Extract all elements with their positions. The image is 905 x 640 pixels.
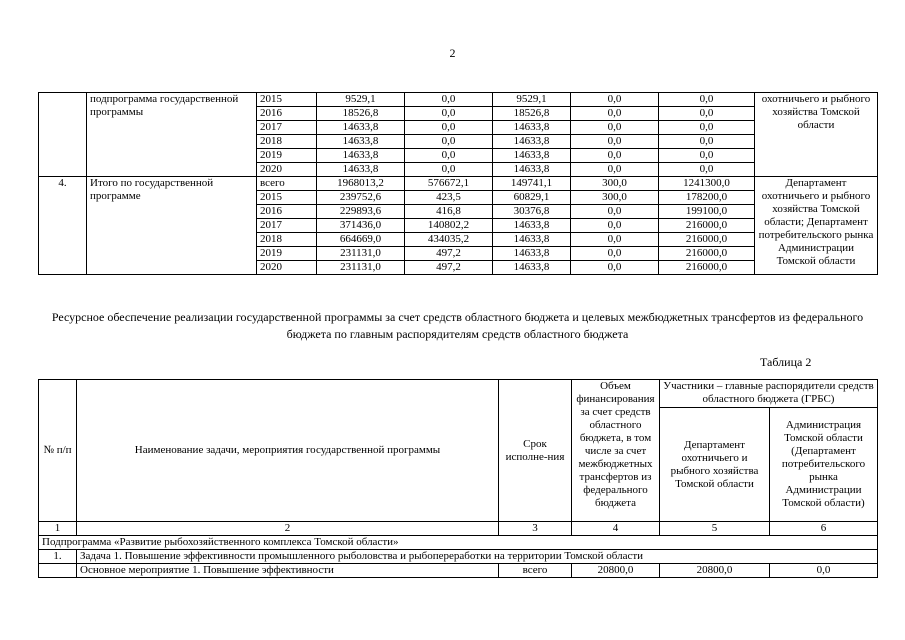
table-caption: Ресурсное обеспечение реализации государственной программы за счет средств областного бюджета и целевых межбюджетных трансфертов из федерального бюджета по главным распорядителям средств областного бюджета	[51, 310, 864, 341]
table-cell: 216000,0	[659, 247, 755, 261]
table-cell: 0,0	[405, 135, 493, 149]
activity-name: Основное мероприятие 1. Повышение эффективности	[77, 564, 499, 578]
header-term: Срок исполне-ния	[499, 380, 572, 522]
responsible-org: охотничьего и рыбного хозяйства Томской области	[755, 93, 878, 177]
table-cell: 0,0	[571, 247, 659, 261]
table-cell: 1968013,2	[317, 177, 405, 191]
table-cell: 576672,1	[405, 177, 493, 191]
table-cell: 497,2	[405, 261, 493, 275]
table-cell: 0,0	[405, 149, 493, 163]
table-cell: 0,0	[571, 107, 659, 121]
table-cell: 2017	[257, 121, 317, 135]
table-cell: 14633,8	[317, 135, 405, 149]
header-participants: Участники – главные распорядители средств областного бюджета (ГРБС)	[660, 380, 878, 408]
table-cell: 9529,1	[317, 93, 405, 107]
table-cell: 2018	[257, 135, 317, 149]
table-cell: 14633,8	[317, 121, 405, 135]
table-cell: 0,0	[571, 219, 659, 233]
table-cell: 0,0	[571, 261, 659, 275]
table-cell: 18526,8	[493, 107, 571, 121]
table-cell: 0,0	[571, 163, 659, 177]
table-cell: 216000,0	[659, 219, 755, 233]
table-cell: всего	[257, 177, 317, 191]
table-cell: 300,0	[571, 177, 659, 191]
table-cell: 14633,8	[493, 261, 571, 275]
table-cell: 2015	[257, 93, 317, 107]
table-cell: 0,0	[659, 163, 755, 177]
table-cell: 199100,0	[659, 205, 755, 219]
table-cell: 0,0	[405, 107, 493, 121]
table-cell: 0,0	[659, 93, 755, 107]
table-cell: 30376,8	[493, 205, 571, 219]
table-cell: 0,0	[571, 135, 659, 149]
table-cell: 18526,8	[317, 107, 405, 121]
table-cell: 0,0	[659, 107, 755, 121]
program-name: подпрограмма государственной программы	[87, 93, 257, 177]
table-cell: 0,0	[571, 93, 659, 107]
table-cell: 14633,8	[493, 233, 571, 247]
table-cell: 2016	[257, 107, 317, 121]
header-dept1: Департамент охотничьего и рыбного хозяйства Томской области	[660, 408, 770, 522]
table-cell: 0,0	[405, 121, 493, 135]
table-cell: 239752,6	[317, 191, 405, 205]
table-cell: 0,0	[405, 163, 493, 177]
table-cell: 178200,0	[659, 191, 755, 205]
subprogram-row: Подпрограмма «Развитие рыбохозяйственного комплекса Томской области»	[39, 536, 878, 550]
col-number: 4	[572, 522, 660, 536]
col-number: 5	[660, 522, 770, 536]
table-cell: 434035,2	[405, 233, 493, 247]
table-cell: 2020	[257, 163, 317, 177]
table-cell: 14633,8	[493, 121, 571, 135]
header-name: Наименование задачи, мероприятия государственной программы	[77, 380, 499, 522]
responsible-org: Департамент охотничьего и рыбного хозяйства Томской области; Департамент потребительского рынка Администрации Томской области	[755, 177, 878, 275]
table-cell: 9529,1	[493, 93, 571, 107]
row-number	[39, 93, 87, 177]
table-cell: 0,0	[659, 135, 755, 149]
table-cell: 2015	[257, 191, 317, 205]
table-cell: 0,0	[571, 149, 659, 163]
activity-dept1: 20800,0	[660, 564, 770, 578]
row-number: 4.	[39, 177, 87, 275]
table-cell: 664669,0	[317, 233, 405, 247]
table-label: Таблица 2	[760, 355, 812, 369]
table-cell: 371436,0	[317, 219, 405, 233]
resource-table	[38, 92, 878, 275]
table-cell: 60829,1	[493, 191, 571, 205]
table-cell: 2016	[257, 205, 317, 219]
col-number: 2	[77, 522, 499, 536]
activity-volume: 20800,0	[572, 564, 660, 578]
task-text: Задача 1. Повышение эффективности промышленного рыболовства и рыбопереработки на территории Томской области	[77, 550, 878, 564]
table-cell: 2018	[257, 233, 317, 247]
table-cell: 416,8	[405, 205, 493, 219]
table-cell: 14633,8	[493, 135, 571, 149]
table-cell: 0,0	[571, 233, 659, 247]
table-cell: 2019	[257, 149, 317, 163]
table-row	[39, 177, 878, 191]
table-cell: 216000,0	[659, 261, 755, 275]
table-cell: 497,2	[405, 247, 493, 261]
table-cell: 0,0	[571, 121, 659, 135]
table-cell: 14633,8	[493, 149, 571, 163]
table-cell: 14633,8	[317, 149, 405, 163]
table-cell: 2017	[257, 219, 317, 233]
table-cell: 149741,1	[493, 177, 571, 191]
col-number: 1	[39, 522, 77, 536]
table-cell: 14633,8	[493, 247, 571, 261]
table-cell: 14633,8	[493, 219, 571, 233]
table-cell: 2020	[257, 261, 317, 275]
col-number: 6	[770, 522, 878, 536]
grbs-table	[38, 379, 878, 578]
header-num: № п/п	[39, 380, 77, 522]
header-volume: Объем финансирования за счет средств областного бюджета, в том числе за счет межбюджетных трансфертов из федерального бюджета	[572, 380, 660, 522]
task-num: 1.	[39, 550, 77, 564]
table-cell: 140802,2	[405, 219, 493, 233]
table-cell: 300,0	[571, 191, 659, 205]
table-cell: 231131,0	[317, 247, 405, 261]
activity-dept2: 0,0	[770, 564, 878, 578]
table-cell: 1241300,0	[659, 177, 755, 191]
table-cell: 2019	[257, 247, 317, 261]
table-cell: 14633,8	[317, 163, 405, 177]
table-cell: 0,0	[571, 205, 659, 219]
table-cell: 231131,0	[317, 261, 405, 275]
table-cell: 216000,0	[659, 233, 755, 247]
col-number: 3	[499, 522, 572, 536]
table-cell: 14633,8	[493, 163, 571, 177]
table-cell: 423,5	[405, 191, 493, 205]
table-cell: 0,0	[659, 121, 755, 135]
header-dept2: Администрация Томской области (Департамент потребительского рынка Администрации Томской области)	[770, 408, 878, 522]
empty-cell	[39, 564, 77, 578]
activity-term: всего	[499, 564, 572, 578]
program-name: Итого по государственной программе	[87, 177, 257, 275]
table-cell: 0,0	[659, 149, 755, 163]
table-cell: 229893,6	[317, 205, 405, 219]
page-number: 2	[449, 46, 456, 60]
table-cell: 0,0	[405, 93, 493, 107]
table-row	[39, 93, 878, 107]
